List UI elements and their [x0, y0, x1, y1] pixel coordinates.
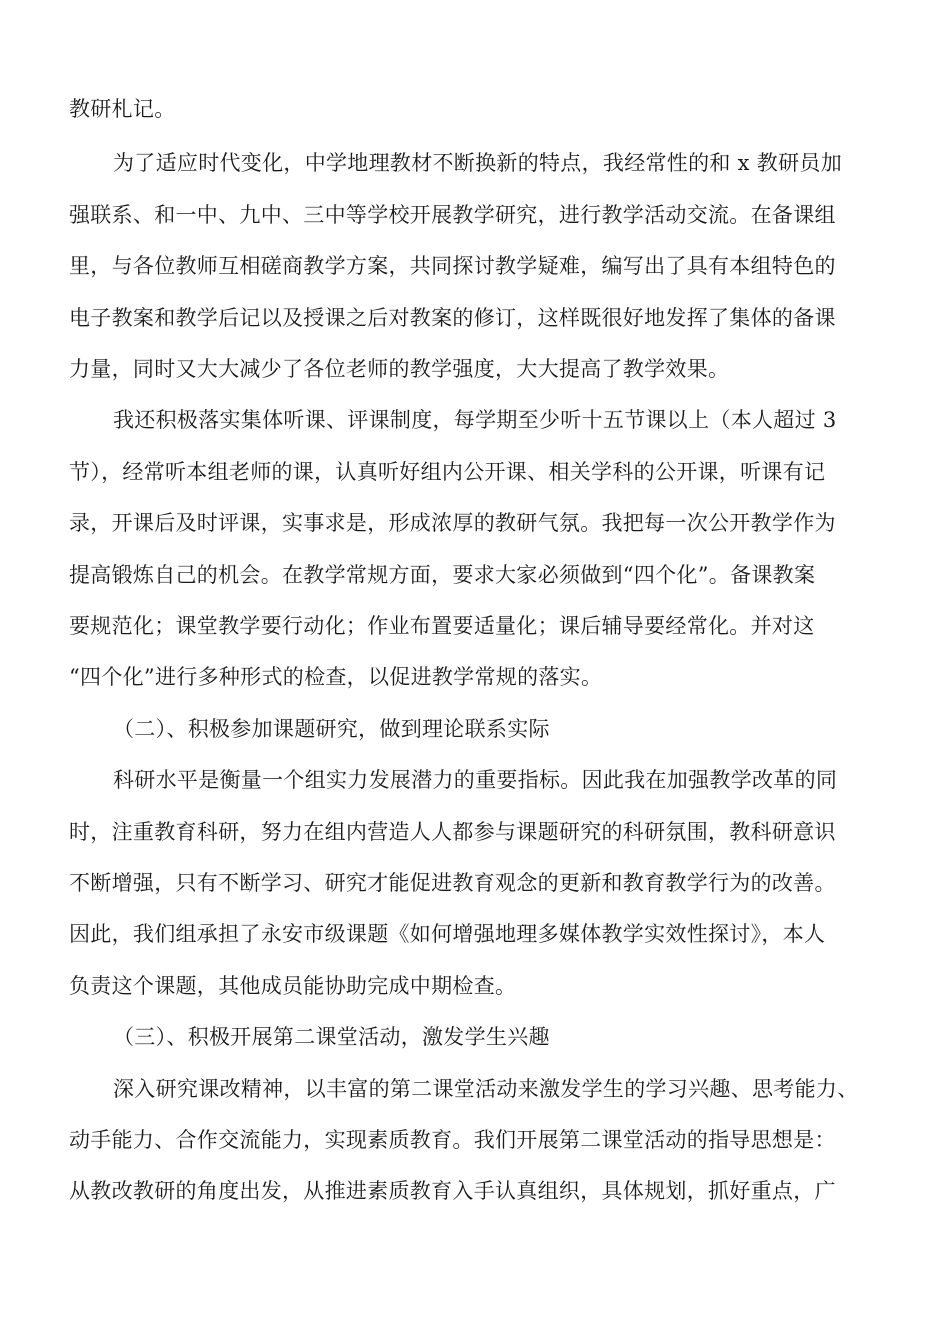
text-line: 电子教案和教学后记以及授课之后对教案的修订，这样既很好地发挥了集体的备课	[69, 306, 836, 330]
paragraph-line: 深入研究课改精神，以丰富的第二课堂活动来激发学生的学习兴趣、思考能力、	[113, 1077, 859, 1101]
text-line: 负责这个课题，其他成员能协助完成中期检查。	[69, 974, 517, 998]
paragraph-line: 科研水平是衡量一个组实力发展潜力的重要指标。因此我在加强教学改革的同	[113, 768, 838, 792]
paragraph-line: 我还积极落实集体听课、评课制度，每学期至少听十五节课以上（本人超过 3	[113, 408, 837, 432]
text-line: 录，开课后及时评课，实事求是，形成浓厚的教研气氛。我把每一次公开教学作为	[69, 511, 836, 535]
section-heading: （二）、积极参加课题研究，做到理论联系实际	[113, 717, 550, 741]
text-line: 强联系、和一中、九中、三中等学校开展教学研究，进行教学活动交流。在备课组	[69, 203, 836, 227]
text-line: 里，与各位教师互相磋商教学方案，共同探讨教学疑难，编写出了具有本组特色的	[69, 254, 836, 278]
text-line: 因此，我们组承担了永安市级课题《如何增强地理多媒体教学实效性探讨》，本人	[69, 922, 826, 946]
paragraph-line: 为了适应时代变化，中学地理教材不断换新的特点，我经常性的和 x 教研员加	[113, 151, 842, 175]
text-line: “四个化”进行多种形式的检查，以促进教学常规的落实。	[69, 665, 603, 689]
text-line: 力量，同时又大大减少了各位老师的教学强度，大大提高了教学效果。	[69, 357, 730, 381]
text-line: 节），经常听本组老师的课，认真听好组内公开课、相关学科的公开课，听课有记	[69, 460, 826, 484]
text-line: 教研札记。	[69, 97, 176, 121]
section-heading: （三）、积极开展第二课堂活动，激发学生兴趣	[113, 1025, 550, 1049]
text-line: 时，注重教育科研，努力在组内营造人人都参与课题研究的科研氛围，教科研意识	[69, 820, 836, 844]
text-line: 提高锻炼自己的机会。在教学常规方面，要求大家必须做到“四个化”。备课教案	[69, 563, 816, 587]
text-line: 动手能力、合作交流能力，实现素质教育。我们开展第二课堂活动的指导思想是：	[69, 1128, 836, 1152]
text-line: 要规范化；课堂教学要行动化；作业布置要适量化；课后辅导要经常化。并对这	[69, 614, 815, 638]
text-line: 从教改教研的角度出发，从推进素质教育入手认真组织，具体规划，抓好重点，广	[69, 1179, 836, 1203]
text-line: 不断增强，只有不断学习、研究才能促进教育观念的更新和教育教学行为的改善。	[69, 871, 836, 895]
